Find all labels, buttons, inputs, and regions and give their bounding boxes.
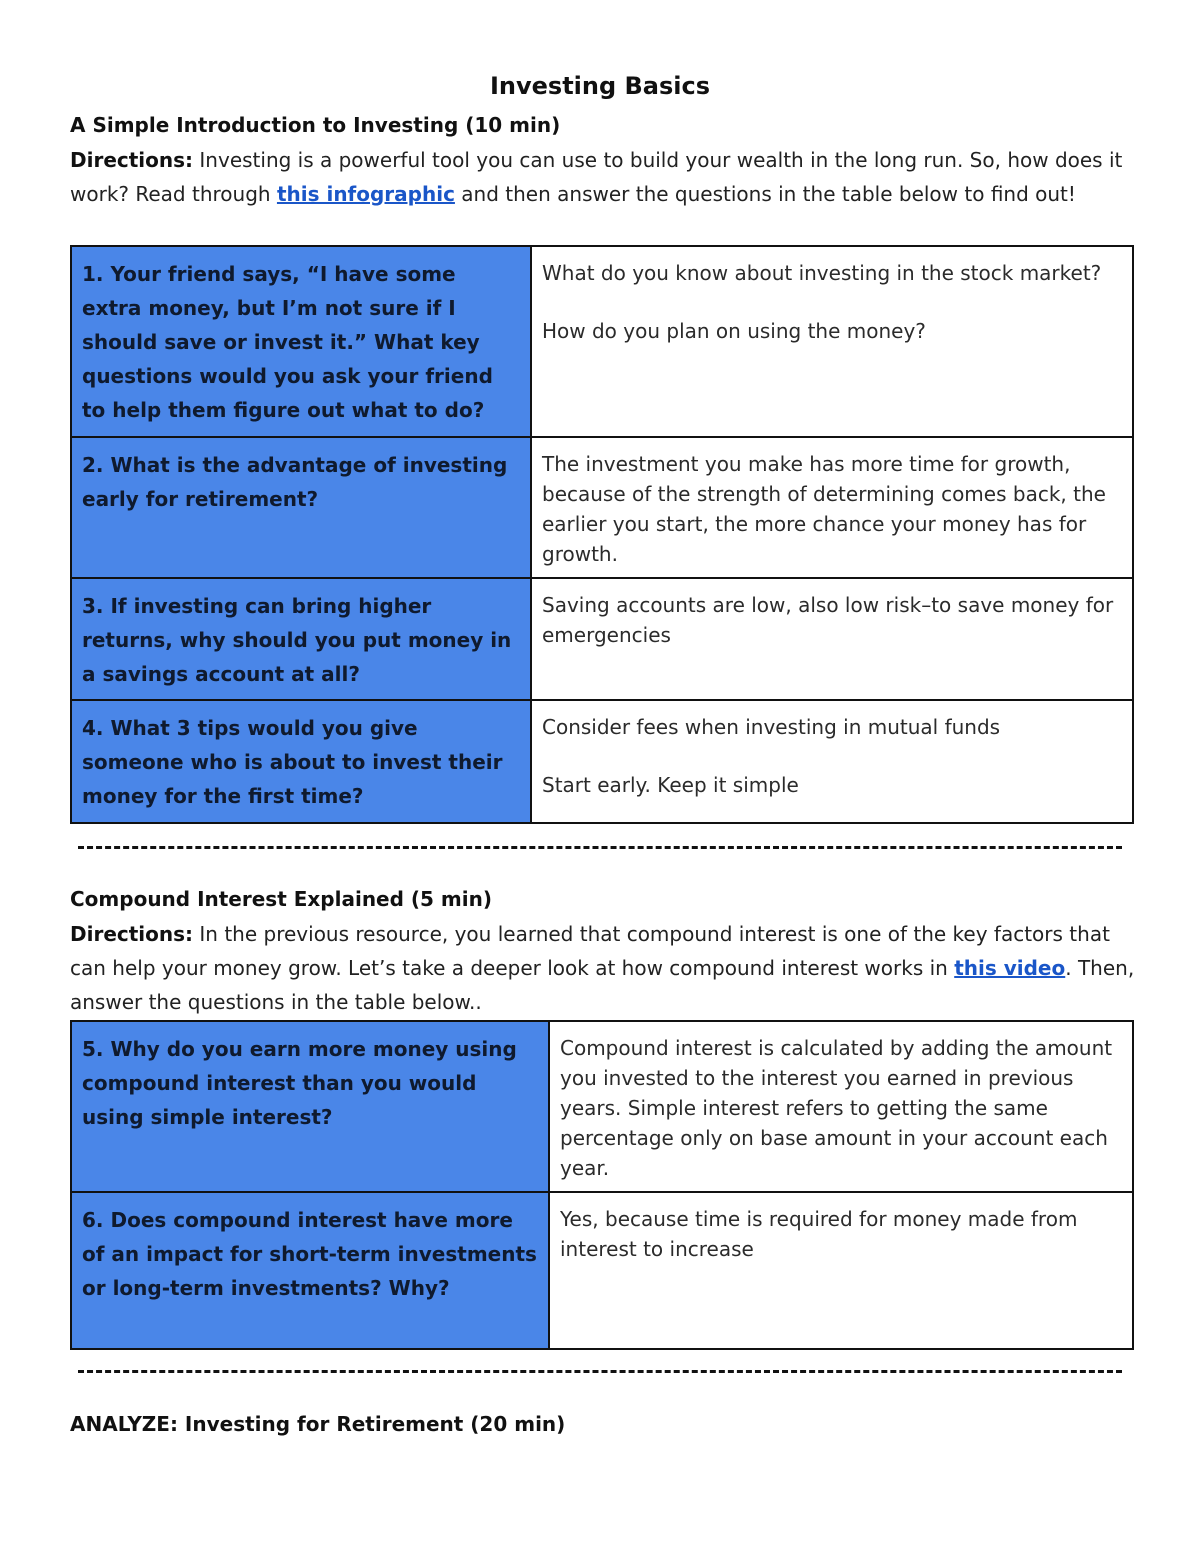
section1-directions-label: Directions:: [70, 148, 194, 172]
section1-table: [70, 245, 1134, 824]
answer-cell-1[interactable]: [531, 246, 1133, 437]
table-row: [71, 1021, 1133, 1192]
answer-5-text: Compound interest is calculated by adding the amount you invested to the interest you earned in previous years. Simple interest refers to getting the same percentage only on base amount in your account each year.: [560, 1036, 1113, 1180]
answer-4-line-2: Start early. Keep it simple: [542, 773, 799, 797]
question-cell-2: 2. What is the advantage of investing early for retirement?: [71, 437, 531, 578]
section2-directions-text-before: In the previous resource, you learned that compound interest is one of the key factors that can help your money grow. Let’s take a deeper look at how compound interest works in: [70, 922, 1110, 980]
section2-directions: [70, 917, 1135, 1019]
table-row: [71, 437, 1133, 578]
infographic-link[interactable]: this infographic: [276, 182, 455, 206]
question-cell-6: 6. Does compound interest have more of an impact for short-term investments or long-term investments? Why?: [71, 1192, 549, 1349]
table-row: [71, 700, 1133, 823]
answer-4-line-1: Consider fees when investing in mutual funds: [542, 715, 1001, 739]
section3-heading: ANALYZE: Investing for Retirement (20 min): [70, 1412, 566, 1436]
video-link[interactable]: this video: [954, 956, 1066, 980]
section1-directions-text-before: Investing is a powerful tool you can use to build your wealth in the long run. So, how does it work? Read through: [70, 148, 1123, 206]
question-cell-4: 4. What 3 tips would you give someone who is about to invest their money for the first time?: [71, 700, 531, 823]
answer-2-text: The investment you make has more time for growth, because of the strength of determining comes back, the earlier you start, the more chance your money has for growth.: [542, 452, 1106, 566]
answer-cell-4[interactable]: [531, 700, 1133, 823]
table-row: [71, 1192, 1133, 1349]
answer-3-text: Saving accounts are low, also low risk–to save money for emergencies: [542, 593, 1114, 647]
answer-1-line-1: What do you know about investing in the stock market?: [542, 261, 1102, 285]
section2-table: [70, 1020, 1134, 1350]
table-row: [71, 578, 1133, 700]
answer-1-line-2: How do you plan on using the money?: [542, 319, 926, 343]
answer-6-text: Yes, because time is required for money made from interest to increase: [560, 1207, 1078, 1261]
section2-directions-text-after: . Then, answer the questions in the table below..: [70, 956, 1135, 1014]
section1-directions-text-after: and then answer the questions in the table below to find out!: [454, 182, 1076, 206]
section1-directions: [70, 143, 1135, 211]
section2-directions-label: Directions:: [70, 922, 194, 946]
question-cell-3: 3. If investing can bring higher returns, why should you put money in a savings account at all?: [71, 578, 531, 700]
section-divider: [78, 846, 1122, 849]
section2-heading: Compound Interest Explained (5 min): [70, 887, 492, 911]
question-cell-1: 1. Your friend says, “I have some extra money, but I’m not sure if I should save or invest it.” What key questions would you ask your friend to help them figure out what to do?: [71, 246, 531, 437]
page-title: Investing Basics: [489, 72, 711, 100]
answer-cell-2[interactable]: [531, 437, 1133, 578]
section-divider: [78, 1370, 1122, 1373]
section1-heading: A Simple Introduction to Investing (10 min): [70, 113, 561, 137]
answer-cell-6[interactable]: [549, 1192, 1133, 1349]
answer-cell-3[interactable]: [531, 578, 1133, 700]
question-cell-5: 5. Why do you earn more money using compound interest than you would using simple interest?: [71, 1021, 549, 1192]
answer-cell-5[interactable]: [549, 1021, 1133, 1192]
table-row: [71, 246, 1133, 437]
